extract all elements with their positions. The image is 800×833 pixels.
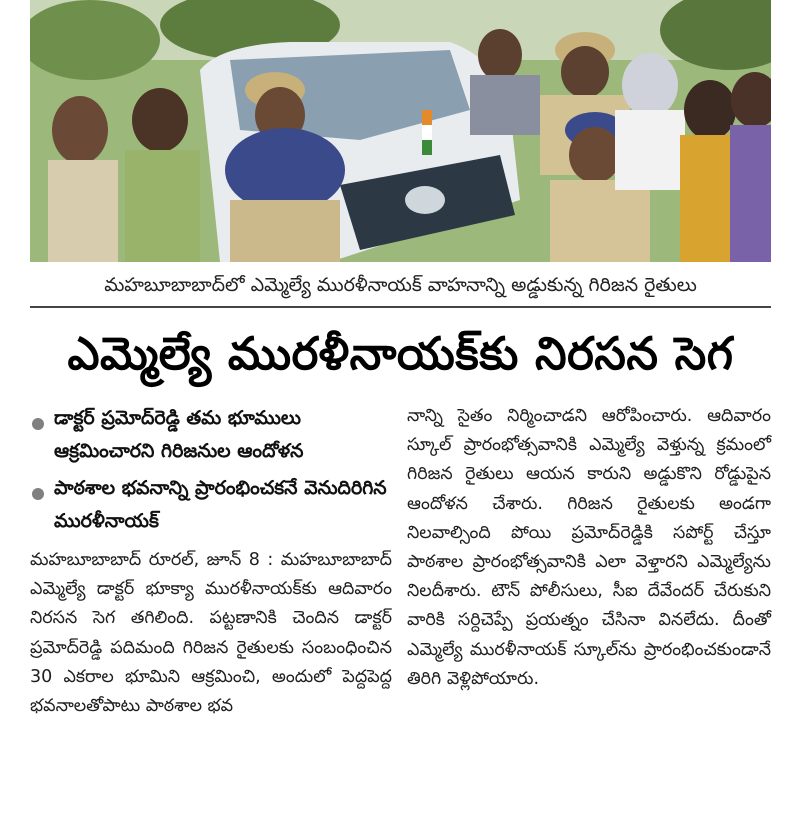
photo-icon [30, 0, 771, 262]
article-column-right [407, 402, 771, 694]
bullet-item [30, 472, 392, 538]
article-body-left: మహబూబాబాద్‌ రూరల్‌, జూన్‌ 8 : మహబూబాబాద్‌ ఎమ్మెల్యే డాక్టర్‌ భూక్యా మురళీనాయక్‌కు ఆదివారం నిరసన సెగ తగిలింది. పట్టణానికి చెందిన డాక్టర్‌ ప్రమోద్‌రెడ్డి పదిమంది గిరిజన రైతులకు సంబంధించిన 30 ఎకరాల భూమిని ఆక్రమించి, అందులో పెద్దపెద్ద భవనాలతోపాటు పాఠశాల భవ [30, 550, 392, 717]
bullet-dot-icon [32, 418, 44, 430]
bullet-text: డాక్టర్‌ ప్రమోద్‌రెడ్డి తమ భూములు ఆక్రమించారని గిరిజనుల ఆందోళన [54, 407, 304, 462]
bullet-text: పాఠశాల భవనాన్ని ప్రారంభించకనే వెనుదిరిగిన మురళీనాయక్‌ [54, 477, 387, 532]
bullet-dot-icon [32, 488, 44, 500]
article-body-right: నాన్ని సైతం నిర్మించాడని ఆరోపించారు. ఆదివారం స్కూల్‌ ప్రారంభోత్సవానికి ఎమ్మెల్యే వెళ్తున్న క్రమంలో గిరిజన రైతులు ఆయన కారుని అడ్డుకొని రోడ్డుపైన ఆందోళన చేశారు. గిరిజన రైతులకు అండగా నిలవాల్సింది పోయి ప్రమోద్‌రెడ్డికి సపోర్ట్‌ చేస్తూ పాఠశాల ప్రారంభోత్సవానికి ఎలా వెళ్తారని ఎమ్మెల్యేను నిలదీశారు. టౌన్‌ పోలీసులు, సీఐ దేవేందర్‌ చేరుకుని వారికి సర్దిచెప్పే ప్రయత్నం చేసినా వినలేదు. దీంతో ఎమ్మెల్యే మురళీనాయక్‌ స్కూల్‌ను ప్రారంభించకుండానే తిరిగి వెళ్లిపోయారు. [407, 406, 771, 689]
article-column-left [30, 402, 392, 721]
photo-caption: మహబూబాబాద్‌లో ఎమ్మెల్యే మురళీనాయక్‌ వాహనాన్ని అడ్డుకున్న గిరిజన రైతులు [104, 274, 697, 296]
caption-divider [30, 306, 771, 308]
headline: ఎమ్మెల్యే మురళీనాయక్‌కు నిరసన సెగ [67, 327, 734, 380]
bullet-item [30, 402, 392, 468]
news-photo [30, 0, 771, 262]
